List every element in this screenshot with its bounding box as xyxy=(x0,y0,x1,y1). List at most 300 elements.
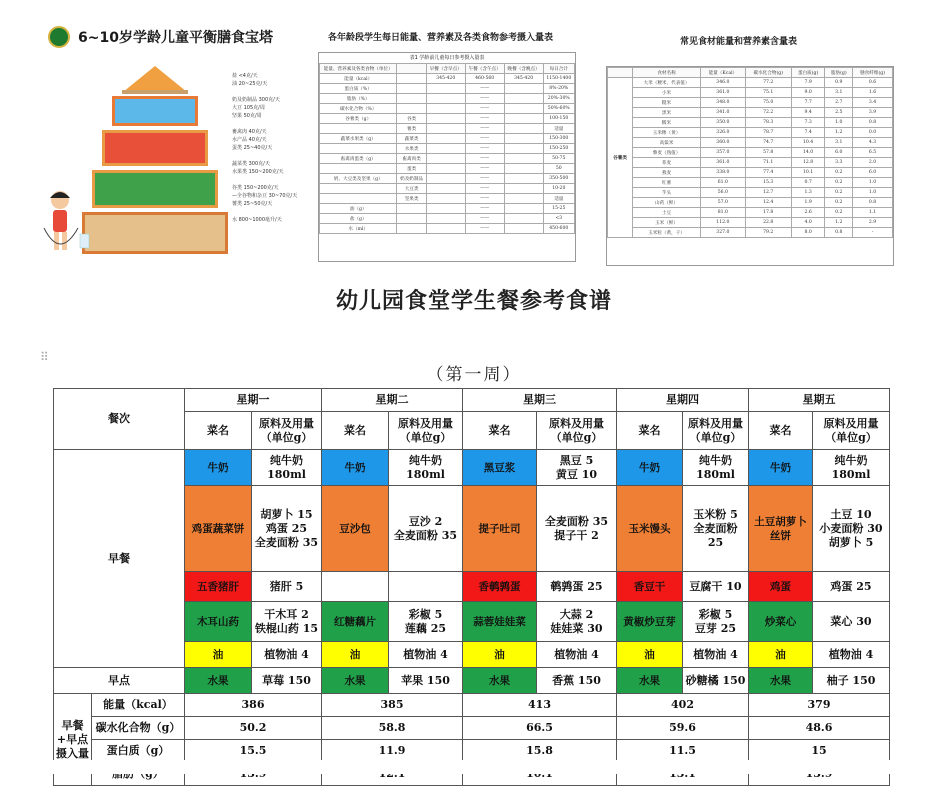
dish-name: 鸡蛋蔬菜饼 xyxy=(185,486,252,572)
nutrient-cell: 山药（鲜） xyxy=(633,198,701,208)
dish-name: 鸡蛋 xyxy=(749,572,813,602)
intake-row xyxy=(320,124,575,134)
intake-row xyxy=(320,164,575,174)
intake-cell xyxy=(426,94,465,104)
nutrient-row xyxy=(608,178,893,188)
intake-cell: 油（g） xyxy=(320,204,397,214)
nutrient-cell: 14.0 xyxy=(791,148,825,158)
nutrient-cell: 2.9 xyxy=(853,218,893,228)
nutrition-value: 48.6 xyxy=(749,717,890,740)
nutrient-row xyxy=(608,198,893,208)
intake-cell xyxy=(426,184,465,194)
intake-cell xyxy=(504,214,543,224)
dish-name xyxy=(322,572,389,602)
intake-header-cell: 午餐（含午点） xyxy=(465,64,504,74)
nutrient-cell: 玉米粒（黄，干） xyxy=(633,228,701,238)
dish-name: 黄椒炒豆芽 xyxy=(617,602,683,642)
ingredient-column-header: 原料及用量（单位g） xyxy=(252,412,322,450)
nutrient-cell: 22.8 xyxy=(745,218,791,228)
intake-row xyxy=(320,84,575,94)
intake-cell: 150-300 xyxy=(543,134,574,144)
intake-cell: —— xyxy=(465,134,504,144)
nutrient-cell: 0.0 xyxy=(853,128,893,138)
dish-name: 油 xyxy=(185,642,252,668)
ingredient-amount: 土豆 10 小麦面粉 30 胡萝卜 5 xyxy=(813,486,890,572)
nutrient-cell: 1.2 xyxy=(825,218,853,228)
nutrient-header-row xyxy=(608,68,893,78)
intake-cell xyxy=(504,84,543,94)
nutrient-cell: 78.3 xyxy=(745,118,791,128)
intake-cell: 20%-30% xyxy=(543,94,574,104)
ingredient-amount: 鸡蛋 25 xyxy=(813,572,890,602)
nutrient-cell: 71.1 xyxy=(745,158,791,168)
intake-cell: —— xyxy=(465,224,504,234)
intake-cell: 谷类 xyxy=(397,114,426,124)
nutrient-row xyxy=(608,158,893,168)
nutrient-cell: 3.9 xyxy=(853,108,893,118)
nutrient-row xyxy=(608,148,893,158)
nutrient-cell: 玉米糁（黄） xyxy=(633,128,701,138)
intake-header-cell: 晚餐（含晚点） xyxy=(504,64,543,74)
nutrient-cell: 0.2 xyxy=(825,198,853,208)
nutrition-value: 413 xyxy=(463,694,617,717)
nutrient-cell: 7.7 xyxy=(791,98,825,108)
nutrient-cell: 1.2 xyxy=(825,128,853,138)
intake-cell: —— xyxy=(465,174,504,184)
nutrient-cell: 2.6 xyxy=(791,208,825,218)
intake-table xyxy=(319,63,575,234)
nutrition-value: 66.5 xyxy=(463,717,617,740)
ingredient-amount: 柚子 150 xyxy=(813,668,890,694)
nutrient-cell: 4.0 xyxy=(791,218,825,228)
intake-cell: —— xyxy=(465,94,504,104)
intake-cell: 薯类 xyxy=(397,124,426,134)
nutrient-cell: 341.0 xyxy=(700,108,745,118)
intake-cell: 450-600 xyxy=(543,224,574,234)
breakfast-label: 早餐 xyxy=(54,450,185,668)
ingredient-amount: 彩椒 5 豆芽 25 xyxy=(683,602,749,642)
dish-name: 油 xyxy=(463,642,537,668)
food-pyramid-illustration xyxy=(80,66,230,262)
dish-column-header: 菜名 xyxy=(185,412,252,450)
intake-cell: 大豆类 xyxy=(397,184,426,194)
intake-cell xyxy=(397,224,426,234)
nutrient-table-title: 常见食材能量和营养素含量表 xyxy=(680,37,798,47)
ingredient-amount: 黑豆 5 黄豆 10 xyxy=(537,450,617,486)
intake-cell xyxy=(504,164,543,174)
intake-cell: —— xyxy=(465,114,504,124)
intake-cell xyxy=(320,194,397,204)
reference-section xyxy=(0,0,948,270)
nutrient-header-cell xyxy=(608,68,633,78)
ingredient-column-header: 原料及用量（单位g） xyxy=(813,412,890,450)
intake-row xyxy=(320,114,575,124)
page-title: 幼儿园食堂学生餐参考食谱 xyxy=(335,289,612,314)
dish-name: 水果 xyxy=(322,668,389,694)
intake-cell xyxy=(320,124,397,134)
dish-column-header: 菜名 xyxy=(322,412,389,450)
intake-cell xyxy=(504,194,543,204)
nutrient-cell: 7.3 xyxy=(791,118,825,128)
dish-name: 水果 xyxy=(749,668,813,694)
snack-row xyxy=(54,668,890,694)
nutrient-cell: 1.0 xyxy=(853,188,893,198)
intake-header-cell: 早餐（含早点） xyxy=(426,64,465,74)
nutrient-cell: 1.9 xyxy=(791,198,825,208)
intake-row xyxy=(320,154,575,164)
pyramid-layer-dairy xyxy=(112,96,198,126)
nutrient-row xyxy=(608,88,893,98)
nutrient-cell: 0.9 xyxy=(825,78,853,88)
dish-name: 油 xyxy=(749,642,813,668)
intake-row xyxy=(320,204,575,214)
intake-cell: 460-560 xyxy=(465,74,504,84)
nutrient-cell: 350.0 xyxy=(700,118,745,128)
intake-cell: 盐（g） xyxy=(320,214,397,224)
intake-cell: 适量 xyxy=(543,124,574,134)
nutrient-cell: 61.0 xyxy=(700,178,745,188)
intake-cell: —— xyxy=(465,204,504,214)
intake-cell: —— xyxy=(465,144,504,154)
nutrient-cell: 3.1 xyxy=(825,88,853,98)
intake-cell: 蔬菜类 xyxy=(397,134,426,144)
intake-cell xyxy=(426,134,465,144)
nutrient-group-cell: 谷薯类 xyxy=(608,78,633,238)
nutrient-cell: 0.8 xyxy=(853,118,893,128)
intake-cell: 畜禽肉类 xyxy=(397,154,426,164)
nutrient-row xyxy=(608,108,893,118)
ingredient-amount: 大蒜 2 娃娃菜 30 xyxy=(537,602,617,642)
nutrient-cell: 81.0 xyxy=(700,208,745,218)
intake-cell: 能量（kcal） xyxy=(320,74,397,84)
nutrient-header-cell: 脂肪(g) xyxy=(825,68,853,78)
nutrient-cell: 3.4 xyxy=(853,98,893,108)
nutrient-cell: 0.2 xyxy=(825,168,853,178)
dish-name: 五香猪肝 xyxy=(185,572,252,602)
nutrition-value: 11.9 xyxy=(322,740,463,763)
intake-cell: 奶、大豆类及坚果（g） xyxy=(320,174,397,184)
nutrient-cell: 338.0 xyxy=(700,168,745,178)
ingredient-column-header: 原料及用量（单位g） xyxy=(683,412,749,450)
nutrient-cell: 75.0 xyxy=(745,98,791,108)
intake-cell: 50%-60% xyxy=(543,104,574,114)
intake-cell: 脂肪（%） xyxy=(320,94,397,104)
ingredient-amount: 干木耳 2 铁棍山药 15 xyxy=(252,602,322,642)
nutrient-cell: 大米（粳米，代表值） xyxy=(633,78,701,88)
nutrient-cell: 芋头 xyxy=(633,188,701,198)
nutrient-row xyxy=(608,78,893,88)
nutrition-row xyxy=(54,694,890,717)
ingredient-amount: 植物油 4 xyxy=(813,642,890,668)
nutrient-row xyxy=(608,218,893,228)
nutrient-cell: 藜麦（熟值） xyxy=(633,148,701,158)
intake-cell xyxy=(504,174,543,184)
intake-cell: 15-25 xyxy=(543,204,574,214)
nutrient-cell: 77.2 xyxy=(745,78,791,88)
intake-cell: 8%-20% xyxy=(543,84,574,94)
intake-row xyxy=(320,224,575,234)
nutrient-cell: 357.0 xyxy=(700,148,745,158)
intake-table-caption: 表1 学龄前儿童每日参考摄入量表 xyxy=(409,55,485,61)
dish-column-header: 菜名 xyxy=(749,412,813,450)
intake-cell xyxy=(426,214,465,224)
nutrient-header-cell: 蛋白质(g) xyxy=(791,68,825,78)
dish-column-header: 菜名 xyxy=(463,412,537,450)
nutrient-cell: 土豆 xyxy=(633,208,701,218)
intake-cell: —— xyxy=(465,104,504,114)
dish-name: 牛奶 xyxy=(322,450,389,486)
nutrient-header-cell: 食材名称 xyxy=(633,68,701,78)
intake-cell: 150-250 xyxy=(543,144,574,154)
nutrient-cell: 360.0 xyxy=(700,138,745,148)
intake-cell xyxy=(426,104,465,114)
intake-cell xyxy=(397,104,426,114)
dish-name: 水果 xyxy=(617,668,683,694)
intake-cell: —— xyxy=(465,124,504,134)
dish-name: 牛奶 xyxy=(617,450,683,486)
dish-name: 炒菜心 xyxy=(749,602,813,642)
intake-cell: 10-20 xyxy=(543,184,574,194)
nutrient-cell: 7.4 xyxy=(791,128,825,138)
intake-cell: 345-420 xyxy=(426,74,465,84)
intake-cell xyxy=(504,134,543,144)
day-header: 星期三 xyxy=(463,389,617,412)
intake-cell xyxy=(504,124,543,134)
intake-row xyxy=(320,134,575,144)
nutrient-cell: 346.0 xyxy=(700,78,745,88)
ingredient-amount: 香蕉 150 xyxy=(537,668,617,694)
nutrient-cell: 57.8 xyxy=(745,148,791,158)
nutrient-row xyxy=(608,98,893,108)
nutrient-cell: 1.6 xyxy=(853,88,893,98)
nutrient-cell: 12.4 xyxy=(745,198,791,208)
ingredient-amount: 玉米粉 5 全麦面粉 25 xyxy=(683,486,749,572)
nutrient-cell: 糯米 xyxy=(633,118,701,128)
nutrient-cell: - xyxy=(853,228,893,238)
nutrient-row xyxy=(608,228,893,238)
ingredient-amount: 纯牛奶 180ml xyxy=(813,450,890,486)
ingredient-amount: 全麦面粉 35 提子干 2 xyxy=(537,486,617,572)
nutrient-cell: 黑米 xyxy=(633,108,701,118)
ingredient-amount: 鹌鹑蛋 25 xyxy=(537,572,617,602)
menu-day-header-row xyxy=(54,389,890,412)
nutrient-cell: 荞麦 xyxy=(633,158,701,168)
ingredient-amount: 植物油 4 xyxy=(389,642,463,668)
ingredient-amount: 草莓 150 xyxy=(252,668,322,694)
intake-cell xyxy=(504,204,543,214)
nutrient-cell: 1.0 xyxy=(853,178,893,188)
nutrition-value: 402 xyxy=(617,694,749,717)
nutrient-cell: 2.0 xyxy=(853,158,893,168)
pyramid-layer-oil-salt xyxy=(122,90,188,94)
nutrient-cell: 79.2 xyxy=(745,228,791,238)
intake-cell: 坚果类 xyxy=(397,194,426,204)
nutrition-society-logo xyxy=(48,26,70,48)
intake-cell: 100-150 xyxy=(543,114,574,124)
intake-cell xyxy=(320,144,397,154)
dish-name: 牛奶 xyxy=(185,450,252,486)
nutrition-value: 59.6 xyxy=(617,717,749,740)
intake-cell xyxy=(504,144,543,154)
nutrient-cell: 10.1 xyxy=(791,168,825,178)
nutrient-cell: 74.7 xyxy=(745,138,791,148)
dish-name: 土豆胡萝卜丝饼 xyxy=(749,486,813,572)
intake-header-cell xyxy=(397,64,426,74)
nutrient-cell: 361.0 xyxy=(700,158,745,168)
intake-cell: 1150-1400 xyxy=(543,74,574,84)
dish-name: 木耳山药 xyxy=(185,602,252,642)
dish-name: 牛奶 xyxy=(749,450,813,486)
nutrient-cell: 1.0 xyxy=(825,118,853,128)
nutrient-header-cell: 膳食纤维(g) xyxy=(853,68,893,78)
nutrient-header-cell: 能量（Kcal） xyxy=(700,68,745,78)
nutrient-cell: 0.2 xyxy=(825,188,853,198)
nutrient-row xyxy=(608,188,893,198)
nutrient-table xyxy=(607,67,893,238)
ingredient-amount: 菜心 30 xyxy=(813,602,890,642)
day-header: 星期五 xyxy=(749,389,890,412)
nutrient-cell: 0.2 xyxy=(825,208,853,218)
nutrient-cell: 高粱米 xyxy=(633,138,701,148)
intake-cell: <3 xyxy=(543,214,574,224)
nutrient-cell: 6.5 xyxy=(853,148,893,158)
nutrient-cell: 10.4 xyxy=(791,138,825,148)
nutrition-value: 15 xyxy=(749,740,890,763)
nutrient-cell: 小米 xyxy=(633,88,701,98)
intake-row xyxy=(320,174,575,184)
intake-cell xyxy=(320,164,397,174)
pyramid-layer-meat xyxy=(102,130,208,166)
nutrient-cell: 0.6 xyxy=(853,78,893,88)
intake-cell xyxy=(320,184,397,194)
intake-header-cell: 能量、营养素及各类食物（单位） xyxy=(320,64,397,74)
ingredient-amount: 苹果 150 xyxy=(389,668,463,694)
intake-cell xyxy=(504,114,543,124)
ingredient-column-header: 原料及用量（单位g） xyxy=(537,412,617,450)
intake-cell: 350-500 xyxy=(543,174,574,184)
intake-row xyxy=(320,214,575,224)
dish-column-header: 菜名 xyxy=(617,412,683,450)
intake-cell xyxy=(397,84,426,94)
nutrient-cell: 1.1 xyxy=(853,208,893,218)
intake-cell xyxy=(504,224,543,234)
nutrient-row xyxy=(608,138,893,148)
nutrient-cell: 12.7 xyxy=(745,188,791,198)
ingredient-amount: 胡萝卜 15 鸡蛋 25 全麦面粉 35 xyxy=(252,486,322,572)
nutrient-cell: 0.2 xyxy=(825,178,853,188)
nutrient-cell: 361.0 xyxy=(700,88,745,98)
intake-cell: —— xyxy=(465,214,504,224)
nutrition-value: 15.5 xyxy=(185,740,322,763)
intake-cell: —— xyxy=(465,194,504,204)
child-jump-rope-icon xyxy=(34,188,94,256)
nutrient-header-cell: 碳水化合物(g) xyxy=(745,68,791,78)
intake-cell xyxy=(504,94,543,104)
ingredient-amount: 植物油 4 xyxy=(537,642,617,668)
intake-cell xyxy=(426,84,465,94)
intake-cell xyxy=(426,204,465,214)
ingredient-amount: 植物油 4 xyxy=(252,642,322,668)
intake-row xyxy=(320,184,575,194)
nutrition-label: 蛋白质（g） xyxy=(92,740,185,763)
nutrient-cell: 78.7 xyxy=(745,128,791,138)
nutrient-cell: 0.8 xyxy=(853,198,893,208)
page-bottom-edge xyxy=(0,760,948,774)
nutrient-cell: 12.8 xyxy=(791,158,825,168)
ingredient-amount: 纯牛奶 180ml xyxy=(683,450,749,486)
ingredient-amount: 纯牛奶 180ml xyxy=(389,450,463,486)
nutrient-cell: 糙米 xyxy=(633,98,701,108)
intake-cell: 蔬菜水果类（g） xyxy=(320,134,397,144)
nutrient-cell: 燕麦 xyxy=(633,168,701,178)
intake-cell: 适量 xyxy=(543,194,574,204)
intake-cell: 345-420 xyxy=(504,74,543,84)
intake-cell: 蛋类 xyxy=(397,164,426,174)
intake-table-title: 各年龄段学生每日能量、营养素及各类食物参考摄入量表 xyxy=(328,33,554,43)
nutrient-row xyxy=(608,128,893,138)
nutrient-cell: 6.0 xyxy=(825,148,853,158)
day-header: 星期四 xyxy=(617,389,749,412)
week-label: （第一周） xyxy=(426,365,522,385)
dish-name: 蒜蓉娃娃菜 xyxy=(463,602,537,642)
intake-cell xyxy=(426,144,465,154)
intake-header-row xyxy=(320,64,575,74)
intake-cell: 水（ml） xyxy=(320,224,397,234)
dish-name: 玉米馒头 xyxy=(617,486,683,572)
intake-row xyxy=(320,144,575,154)
dish-name: 香豆干 xyxy=(617,572,683,602)
nutrient-row xyxy=(608,208,893,218)
nutrient-content-table xyxy=(606,66,894,266)
drag-handle-icon[interactable]: ⠿ xyxy=(40,350,49,364)
nutrient-row xyxy=(608,118,893,128)
intake-cell: 碳水化合物（%） xyxy=(320,104,397,114)
nutrition-value: 58.8 xyxy=(322,717,463,740)
menu-table xyxy=(53,388,890,786)
nutrient-row xyxy=(608,168,893,178)
nutrient-cell: 7.9 xyxy=(791,78,825,88)
dish-name: 水果 xyxy=(463,668,537,694)
nutrient-cell: 17.8 xyxy=(745,208,791,218)
pyramid-roof xyxy=(123,66,187,92)
dish-name: 提子吐司 xyxy=(463,486,537,572)
nutrient-cell: 56.0 xyxy=(700,188,745,198)
intake-cell xyxy=(397,214,426,224)
intake-cell xyxy=(397,74,426,84)
pyramid-layer-vegetables xyxy=(92,170,218,208)
intake-row xyxy=(320,74,575,84)
nutrition-value: 386 xyxy=(185,694,322,717)
intake-cell xyxy=(426,194,465,204)
ingredient-amount: 豆腐干 10 xyxy=(683,572,749,602)
nutrition-label: 碳水化合物（g） xyxy=(92,717,185,740)
nutrition-value: 15.8 xyxy=(463,740,617,763)
ingredient-amount: 植物油 4 xyxy=(683,642,749,668)
intake-cell xyxy=(426,174,465,184)
intake-cell: 畜禽肉蛋类（g） xyxy=(320,154,397,164)
intake-cell xyxy=(397,94,426,104)
ingredient-amount: 砂糖橘 150 xyxy=(683,668,749,694)
nutrient-cell: 348.0 xyxy=(700,98,745,108)
nutrient-cell: 9.4 xyxy=(791,108,825,118)
nutrient-cell: 75.1 xyxy=(745,88,791,98)
breakfast-row xyxy=(54,450,890,486)
intake-cell xyxy=(504,104,543,114)
intake-cell xyxy=(426,164,465,174)
dish-name: 豆沙包 xyxy=(322,486,389,572)
snack-label: 早点 xyxy=(54,668,185,694)
nutrition-row xyxy=(54,717,890,740)
